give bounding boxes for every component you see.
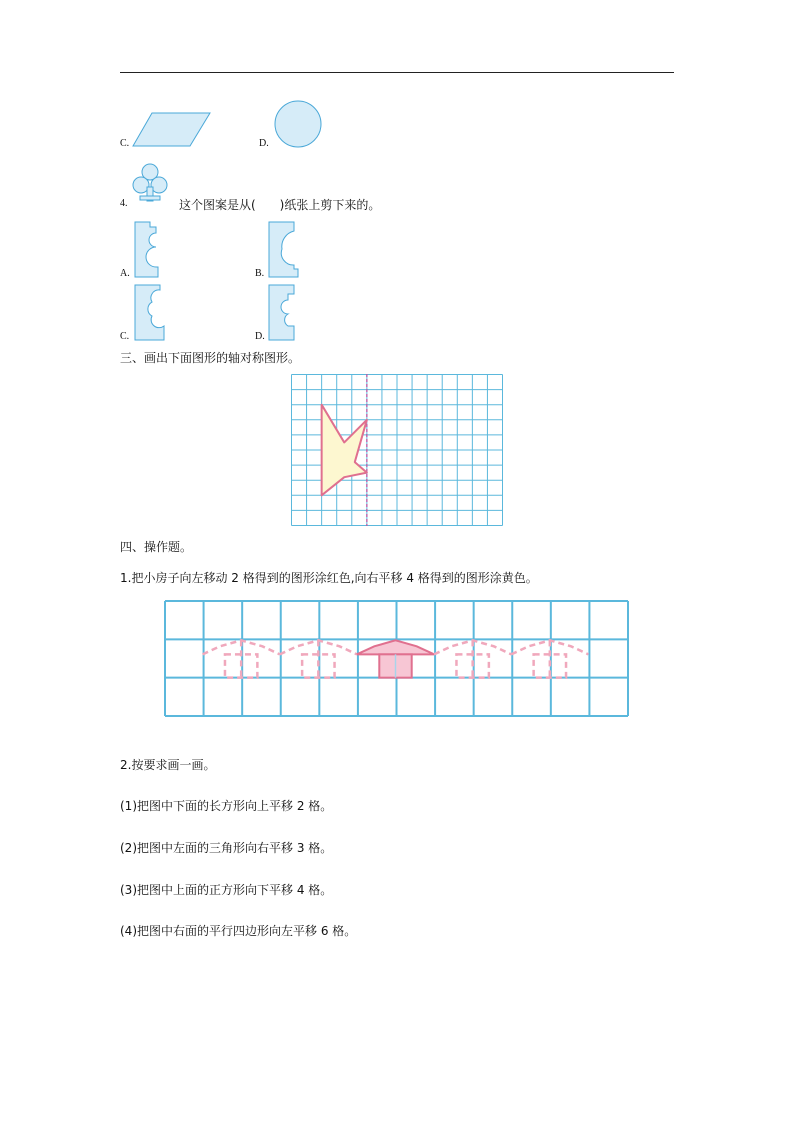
section3-title: 三、画出下面图形的轴对称图形。 [120,351,301,365]
option-c-paper-shape [134,284,168,342]
option-d-label: D. [259,138,269,149]
option-b-paper-shape [268,221,302,279]
q2-item-4: (4)把图中右面的平行四边形向左平移 6 格。 [120,924,357,938]
circle-shape [274,100,322,148]
house-roof [357,640,434,654]
section4-title: 四、操作题。 [120,540,193,554]
option-c-label: C. [120,138,130,149]
q4-option-b-label: B. [255,268,265,279]
header-rule [120,72,674,73]
q2-intro: 2.按要求画一画。 [120,758,216,772]
q2-item-3: (3)把图中上面的正方形向下平移 4 格。 [120,883,333,897]
parallelogram-shape [132,112,214,148]
house-original [357,640,434,677]
q4-text: 这个图案是从( )纸张上剪下来的。 [179,198,381,212]
option-d-paper-shape [268,284,302,342]
house-outline-right-2 [511,640,588,677]
house-outline-left-2 [203,640,280,677]
house-grid [164,600,629,717]
q4-option-c-label: C. [120,331,130,342]
symmetry-grid [291,374,503,526]
q4-number: 4. [120,198,128,209]
q1-text: 1.把小房子向左移动 2 格得到的图形涂红色,向右平移 4 格得到的图形涂黄色。 [120,571,538,585]
club-pattern-icon [132,162,168,210]
option-a-paper-shape [134,221,168,279]
q2-item-2: (2)把图中左面的三角形向右平移 3 格。 [120,841,333,855]
q4-option-a-label: A. [120,268,130,279]
q4-option-d-label: D. [255,331,265,342]
q2-item-1: (1)把图中下面的长方形向上平移 2 格。 [120,799,333,813]
